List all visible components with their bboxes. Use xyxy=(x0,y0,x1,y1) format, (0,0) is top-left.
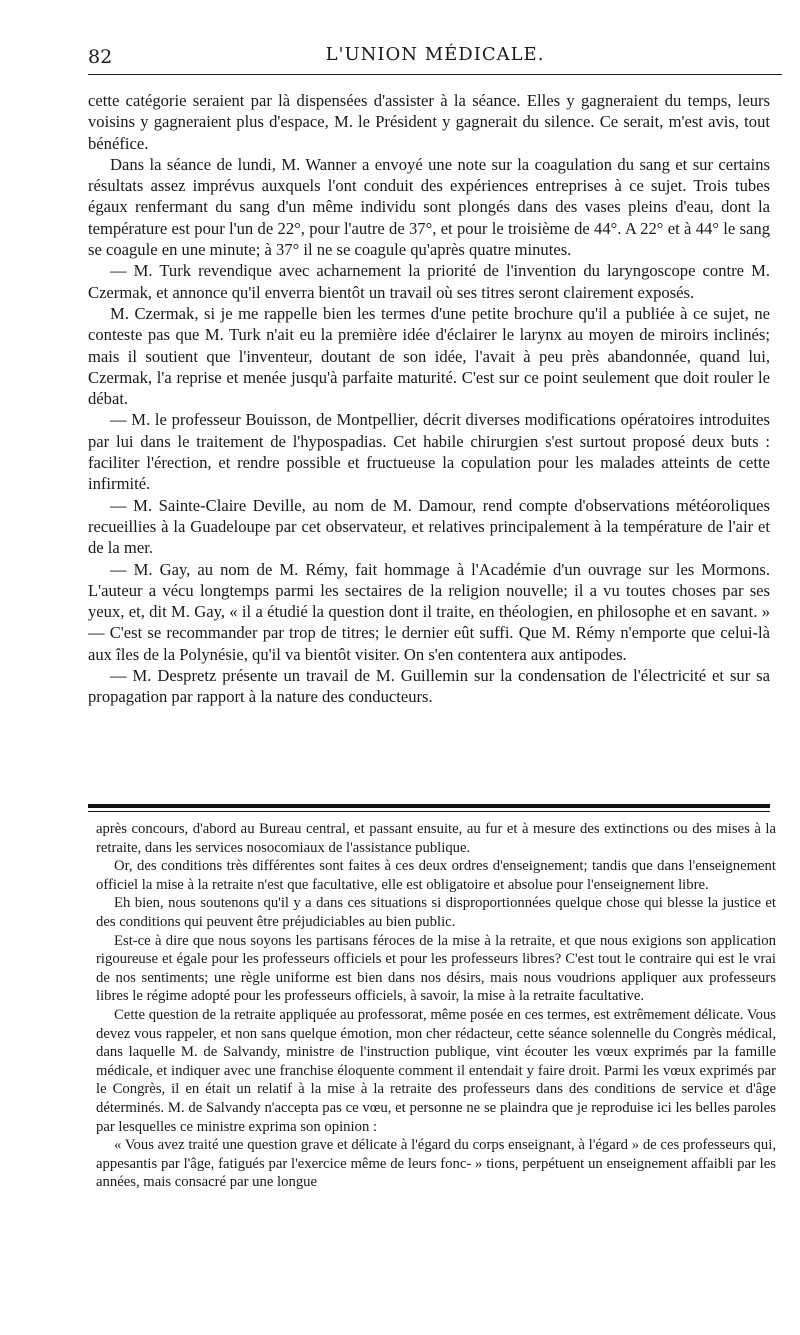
divider-thin-rule xyxy=(88,811,770,812)
quoted-speech: « Vous avez traité une question grave et délicate à l'égard du corps enseignant, à l'égard » de ces professeurs qui, appesantis par l'âge, fatigués par l'exercice même de leurs fonc- » tions, perpétuent un enseignement affaibli par les années, mais consacré par une longue xyxy=(96,1137,776,1191)
running-title: L'UNION MÉDICALE. xyxy=(325,44,545,65)
page-number: 82 xyxy=(88,46,113,68)
divider-thick-rule xyxy=(88,804,770,808)
paragraph: Eh bien, nous soutenons qu'il y a dans ces situations si disproportionnées quelque chose qui blesse la justice et des conditions qui peuvent être préjudiciables au bien public. xyxy=(96,895,776,930)
paragraph: après concours, d'abord au Bureau central, et passant ensuite, au fur et à mesure des extinctions ou des mises à la retraite, dans les services nosocomiaux de l'assistance publique. xyxy=(96,821,776,856)
academy-report-column xyxy=(88,90,770,708)
section-divider xyxy=(88,804,770,812)
paragraph: Cette question de la retraite appliquée au professorat, même posée en ces termes, est extrêmement délicate. Vous devez vous rappeler, et non sans quelque émotion, mon cher rédacteur, cette séance solennelle du Congrès médical, dans laquelle M. de Salvandy, ministre de l'instruction publique, vint écouter les vœux exprimés par la famille médicale, et indiquer avec une franchise éloquente comment il entendait y faire droit. Parmi les vœux exprimés par le Congrès, il en était un relatif à la mise à la retraite des professeurs dans des conditions de service et d'âge déterminés. M. de Salvandy n'accepta pas ce vœu, et personne ne se plaindra que je reproduise ici les belles paroles par lesquelles ce ministre exprima son opinion : xyxy=(96,1006,776,1135)
feuilleton-column xyxy=(96,820,776,1192)
paragraph: — M. Turk revendique avec acharnement la priorité de l'invention du laryngoscope contre M. Czermak, et annonce qu'il enverra bientôt un travail où ses titres seront clairement exposés. xyxy=(88,261,770,302)
paragraph: — M. le professeur Bouisson, de Montpellier, décrit diverses modifications opératoires introduites par lui dans le traitement de l'hypospadias. Cet habile chirurgien s'est surtout proposé deux buts : faciliter l'érection, et rendre possible et fructueuse la copulation pour les malades atteints de cette infirmité. xyxy=(88,410,770,494)
paragraph: cette catégorie seraient par là dispensées d'assister à la séance. Elles y gagneraient du temps, leurs voisins y gagneraient plus d'espace, M. le Président y gagnerait du silence. Ce serait, m'est avis, tout bénéfice. xyxy=(88,91,770,153)
paragraph: Or, des conditions très différentes sont faites à ces deux ordres d'enseignement; tandis que dans l'enseignement officiel la mise à la retraite n'est que facultative, elle est obligatoire et absolue pour l'enseignement libre. xyxy=(96,858,776,893)
header-rule xyxy=(88,74,782,75)
paragraph: Est-ce à dire que nous soyons les partisans féroces de la mise à la retraite, et que nous exigions son application rigoureuse et égale pour les professeurs officiels et pour les professeurs libres? C'est tout le contraire qui est le vrai de nos sentiments; une règle uniforme est bien dans nos désirs, mais nous voudrions appliquer aux professeurs libres le régime adopté pour les professeurs officiels, à savoir, la mise à la retraite facultative. xyxy=(96,932,776,1005)
page-header xyxy=(88,38,782,78)
paragraph: — M. Sainte-Claire Deville, au nom de M. Damour, rend compte d'observations météoroliques recueillies à la Guadeloupe par cet observateur, et relatives principalement à la température de l'air et de la mer. xyxy=(88,495,770,558)
paragraph: — M. Despretz présente un travail de M. Guillemin sur la condensation de l'électricité et sur sa propagation par rapport à la nature des conducteurs. xyxy=(88,666,770,707)
paragraph: M. Czermak, si je me rappelle bien les termes d'une petite brochure qu'il a publiée à ce sujet, ne conteste pas que M. Turk n'ait eu la première idée d'éclairer le larynx au moyen de miroirs inclinés; mais il soutient que l'inventeur, doutant de son idée, l'avait à peu près abandonnée, quand lui, Czermak, l'a reprise et menée jusqu'à parfaite maturité. C'est sur ce point seulement que doit rouler le débat. xyxy=(88,303,770,409)
paragraph: — M. Gay, au nom de M. Rémy, fait hommage à l'Académie d'un ouvrage sur les Mormons. L'auteur a vécu longtemps parmi les sectaires de la religion nouvelle; il a vu toutes choses par ses yeux, et, dit M. Gay, « il a étudié la question dont il traite, en théologien, en philosophe et en savant. » — C'est se recommander par trop de titres; le dernier eût suffi. Que M. Rémy n'emporte que celui-là aux îles de la Polynésie, qu'il va bientôt visiter. On s'en contentera aux antipodes. xyxy=(88,559,770,664)
paragraph: Dans la séance de lundi, M. Wanner a envoyé une note sur la coagulation du sang et sur certains résultats assez imprévus auxquels l'ont conduit des expériences entreprises à ce sujet. Trois tubes égaux renfermant du sang d'un même individu sont plongés dans des vases pleins d'eau, dont la température est pour l'un de 22°, pour l'autre de 37°, et pour le troisième de 44°. A 22° et à 44° le sang se coagule en une minute; à 37° il ne se coagule qu'après quatre minutes. xyxy=(88,154,770,260)
